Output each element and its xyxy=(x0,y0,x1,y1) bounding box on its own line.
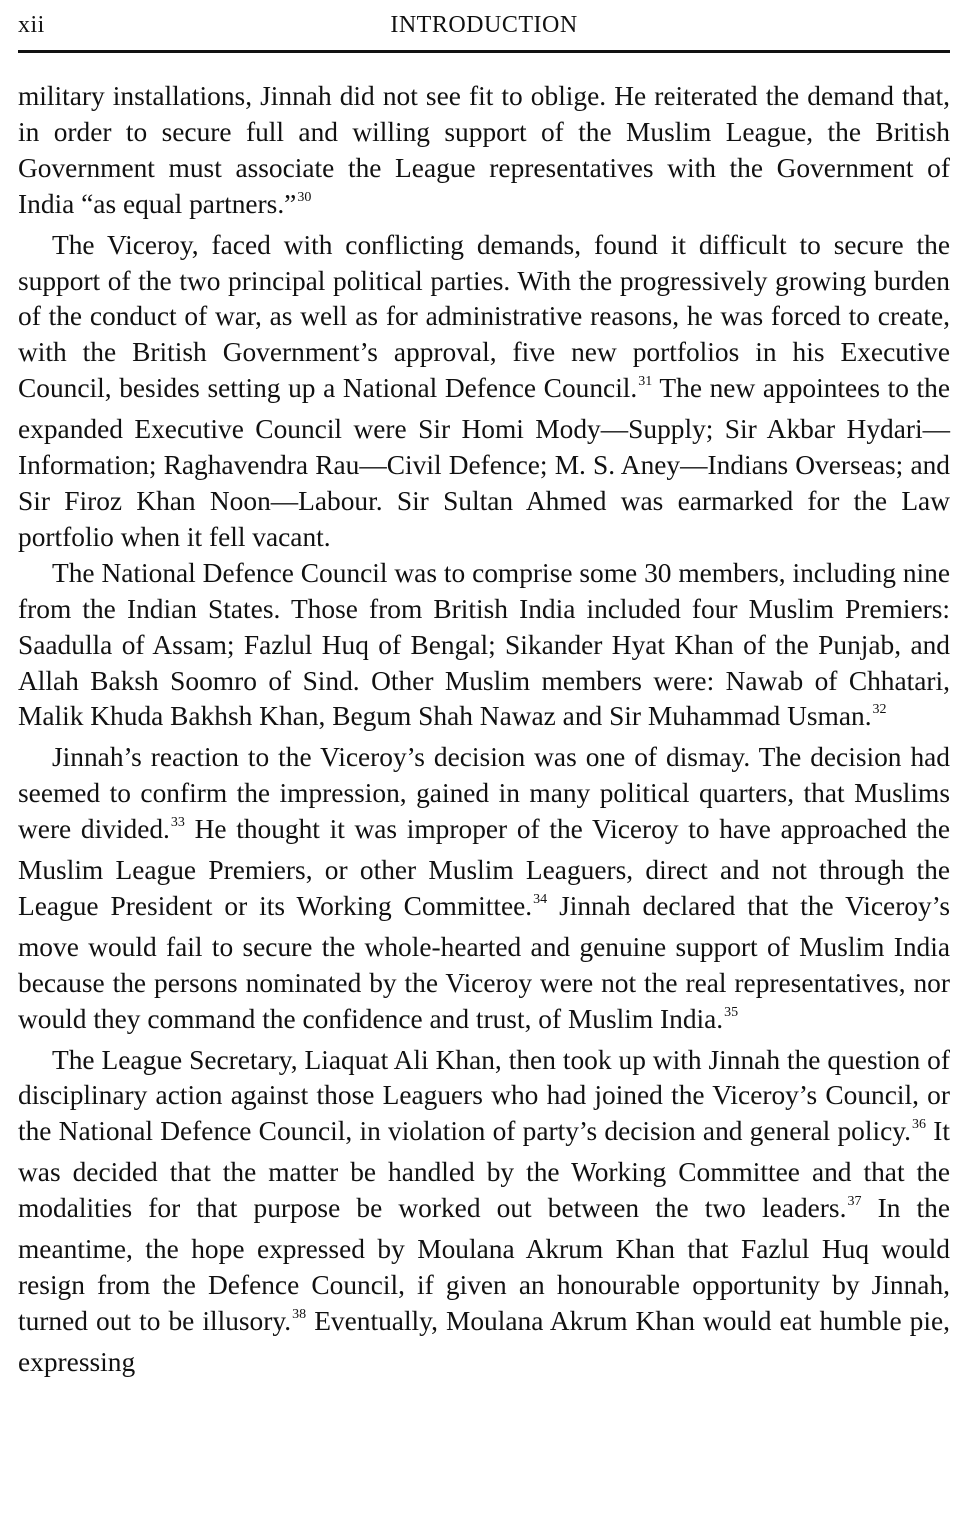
running-head-title: INTRODUCTION xyxy=(390,12,578,38)
footnote-marker: 32 xyxy=(872,702,887,718)
paragraph-text: He thought it was improper of the Viceroy to have approached the Muslim League Premiers, or other Muslim Leaguers, direct and not through the League President or its Working Committee. xyxy=(18,814,950,921)
body-text xyxy=(18,79,950,1381)
paragraph-text: It was decided that the matter be handled by the Working Committee and that the modalities for that purpose be worked out between the two leaders. xyxy=(18,1116,950,1224)
paragraph-text: The new appointees to the expanded Executive Council were Sir Homi Mody—Supply; Sir Akbar Hydari—Information; Raghavendra Rau—Civil Defence; M. S. Aney—Indians Overseas; and Sir Firoz Khan Noon—Labour. Sir Sultan Ahmed was earmarked for the Law portfolio when it fell vacant. xyxy=(18,373,950,552)
footnote-marker: 34 xyxy=(533,891,548,907)
paragraph-text: The League Secretary, Liaquat Ali Khan, then took up with Jinnah the question of disciplinary action against those Leaguers who had joined the Viceroy’s Council, or the National Defence Council, in violation of party’s decision and general policy. xyxy=(18,1044,950,1147)
paragraph-text: Jinnah declared that the Viceroy’s move would fail to secure the whole-hearted and genuine support of Muslim India because the persons nominated by the Viceroy were not the real representatives, nor would they command the confidence and trust, of Muslim India. xyxy=(18,890,950,1034)
footnote-marker: 30 xyxy=(297,189,312,205)
paragraph-1 xyxy=(18,79,950,228)
footnote-marker: 38 xyxy=(292,1306,307,1322)
paragraph-text: In the meantime, the hope expressed by Moulana Akrum Khan that Fazlul Huq would resign from the Defence Council, if given an honourable opportunity by Jinnah, turned out to be illusory. xyxy=(18,1193,950,1336)
footnote-marker: 33 xyxy=(170,815,185,831)
paragraph-text: Jinnah’s reaction to the Viceroy’s decision was one of dismay. The decision had seemed to confirm the impression, gained in many political quarters, that Muslims were divided. xyxy=(18,742,950,845)
footnote-marker: 36 xyxy=(912,1117,927,1133)
header-rule xyxy=(18,50,950,53)
paragraph-2 xyxy=(18,228,950,556)
paragraph-text: Eventually, Moulana Akrum Khan would eat humble pie, expressing xyxy=(18,1305,950,1377)
paragraph-5 xyxy=(18,1043,950,1381)
page-number: xii xyxy=(18,12,45,38)
paragraph-text: The Viceroy, faced with conflicting demands, found it difficult to secure the support of the two principal political parties. With the progressively growing burden of the conduct of war, as well as for administrative reasons, he was forced to create, with the British Government’s approval, five new portfolios in his Executive Council, besides setting up a National Defence Council. xyxy=(18,229,950,404)
footnote-marker: 35 xyxy=(724,1004,739,1020)
paragraph-4 xyxy=(18,740,950,1042)
paragraph-text: military installations, Jinnah did not see fit to oblige. He reiterated the demand that, in order to secure full and willing support of the Muslim League, the British Government must associate the League representatives with the Government of India “as equal partners.” xyxy=(18,81,950,219)
book-page xyxy=(18,8,950,1381)
paragraph-3 xyxy=(18,556,950,741)
paragraph-text: The National Defence Council was to comprise some 30 members, including nine from the Indian States. Those from British India included four Muslim Premiers: Saadulla of Assam; Fazlul Huq of Bengal; Sikander Hyat Khan of the Punjab, and Allah Baksh Soomro of Sind. Other Muslim members were: Nawab of Chhatari, Malik Khuda Bakhsh Khan, Begum Shah Nawaz and Sir Muhammad Usman. xyxy=(18,557,950,732)
footnote-marker: 37 xyxy=(847,1194,862,1210)
footnote-marker: 31 xyxy=(638,374,653,390)
running-head xyxy=(18,8,950,46)
